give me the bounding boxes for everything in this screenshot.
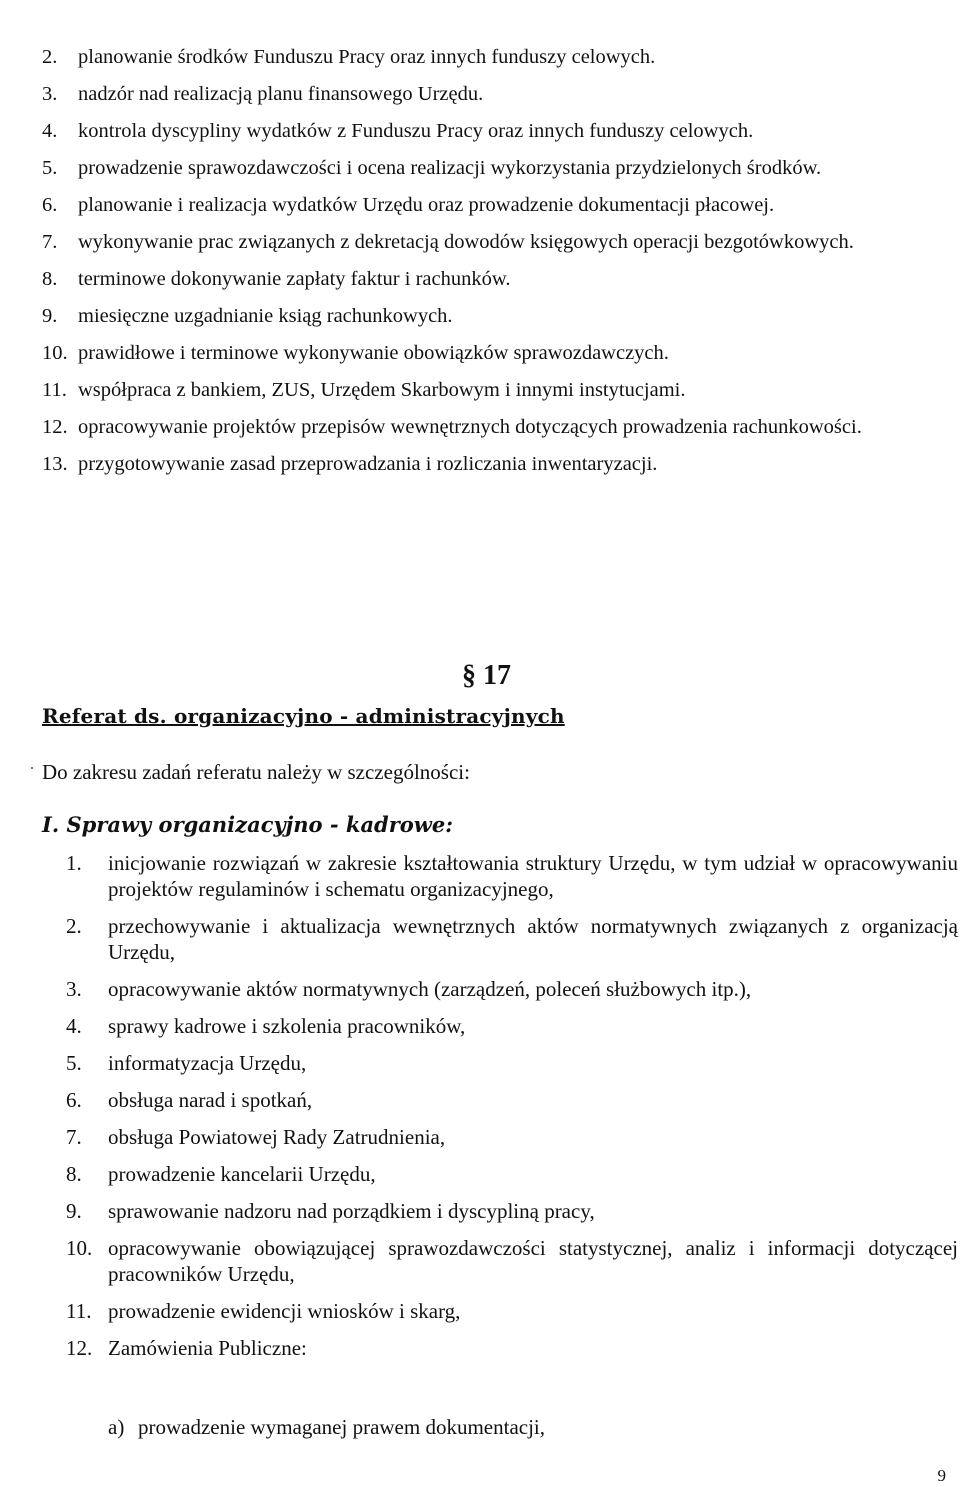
item-text: nadzór nad realizacją planu finansowego Urzędu.: [78, 83, 484, 105]
page-number: 9: [937, 1466, 946, 1485]
item-text: prowadzenie sprawozdawczości i ocena realizacji wykorzystania przydzielonych środków.: [78, 157, 822, 179]
item-text: sprawowanie nadzoru nad porządkiem i dyscypliną pracy,: [108, 1199, 595, 1223]
item-number: 9.: [42, 305, 58, 327]
item-text: prowadzenie kancelarii Urzędu,: [108, 1162, 376, 1186]
list-item: [66, 1013, 958, 1039]
item-text: planowanie środków Funduszu Pracy oraz innych funduszy celowych.: [78, 46, 656, 68]
list-item: [42, 192, 960, 218]
list-item: [42, 340, 960, 366]
item-text: prowadzenie wymaganej prawem dokumentacji,: [138, 1415, 546, 1439]
list-item: [66, 1161, 958, 1187]
item-text: inicjowanie rozwiązań w zakresie kształtowania struktury Urzędu, w tym udział w opracowywaniu projektów regulaminów i schematu organizacyjnego,: [108, 851, 958, 901]
list-item: [66, 1050, 958, 1076]
item-text: prowadzenie ewidencji wniosków i skarg,: [108, 1299, 461, 1323]
item-number: 12.: [66, 1336, 93, 1360]
item-number: 1.: [66, 851, 82, 875]
item-text: Zamówienia Publiczne:: [108, 1336, 307, 1360]
subsection-heading: I. Sprawy organizacyjno - kadrowe:: [42, 812, 453, 837]
list-item: [66, 850, 958, 902]
item-text: wykonywanie prac związanych z dekretacją dowodów księgowych operacji bezgotówkowych.: [78, 231, 854, 253]
sub-list-item: [108, 1415, 545, 1440]
list-item: [42, 266, 960, 292]
item-number: 6.: [42, 194, 58, 216]
list-item: [42, 303, 960, 329]
item-number: 8.: [42, 268, 58, 290]
item-text: przechowywanie i aktualizacja wewnętrznych aktów normatywnych związanych z organizacją Urzędu,: [108, 914, 958, 964]
section-number: § 17: [462, 660, 511, 691]
finance-task-list: [42, 44, 960, 488]
item-number: 11.: [66, 1299, 92, 1323]
item-number: 6.: [66, 1088, 82, 1112]
item-number: 4.: [66, 1014, 82, 1038]
item-number: 8.: [66, 1162, 82, 1186]
item-number: 12.: [42, 416, 68, 438]
list-item: [66, 1235, 958, 1287]
item-text: współpraca z bankiem, ZUS, Urzędem Skarbowym i innymi instytucjami.: [78, 379, 686, 401]
list-item: [42, 81, 960, 107]
item-number: 7.: [66, 1125, 82, 1149]
item-text: opracowywanie obowiązującej sprawozdawczości statystycznej, analiz i informacji dotyczącej pracowników Urzędu,: [108, 1236, 958, 1286]
item-text: przygotowywanie zasad przeprowadzania i rozliczania inwentaryzacji.: [78, 453, 658, 475]
list-item: [66, 1124, 958, 1150]
scan-speck: [31, 767, 33, 769]
list-item: [42, 377, 960, 403]
intro-text: Do zakresu zadań referatu należy w szczególności:: [42, 760, 470, 784]
item-number: 10.: [66, 1236, 93, 1260]
item-number: 5.: [42, 157, 58, 179]
item-text: miesięczne uzgadnianie ksiąg rachunkowych.: [78, 305, 453, 327]
item-number: 7.: [42, 231, 58, 253]
item-text: planowanie i realizacja wydatków Urzędu oraz prowadzenie dokumentacji płacowej.: [78, 194, 775, 216]
item-number: 2.: [66, 914, 82, 938]
list-item: [42, 155, 960, 181]
item-number: 3.: [42, 83, 58, 105]
item-number: 4.: [42, 120, 58, 142]
list-item: [66, 1087, 958, 1113]
item-text: obsługa Powiatowej Rady Zatrudnienia,: [108, 1125, 446, 1149]
item-text: opracowywanie aktów normatywnych (zarządzeń, poleceń służbowych itp.),: [108, 977, 752, 1001]
item-number: 2.: [42, 46, 58, 68]
list-item: [42, 44, 960, 70]
organizational-task-list: [66, 850, 958, 1372]
item-number: 3.: [66, 977, 82, 1001]
item-text: kontrola dyscypliny wydatków z Funduszu Pracy oraz innych funduszy celowych.: [78, 120, 754, 142]
list-item: [66, 1298, 958, 1324]
referat-title: Referat ds. organizacyjno - administracyjnych: [42, 704, 565, 728]
list-item: [66, 913, 958, 965]
item-number: 11.: [42, 379, 67, 401]
item-text: terminowe dokonywanie zapłaty faktur i rachunków.: [78, 268, 511, 290]
item-text: sprawy kadrowe i szkolenia pracowników,: [108, 1014, 466, 1038]
list-item: [66, 1198, 958, 1224]
item-number: 5.: [66, 1051, 82, 1075]
item-number: 13.: [42, 453, 68, 475]
item-text: obsługa narad i spotkań,: [108, 1088, 313, 1112]
item-text: opracowywanie projektów przepisów wewnętrznych dotyczących prowadzenia rachunkowości.: [78, 416, 862, 438]
list-item: [66, 976, 958, 1002]
item-letter: a): [108, 1415, 125, 1439]
item-text: prawidłowe i terminowe wykonywanie obowiązków sprawozdawczych.: [78, 342, 669, 364]
item-text: informatyzacja Urzędu,: [108, 1051, 307, 1075]
list-item: [42, 451, 960, 477]
list-item: [42, 414, 960, 440]
list-item: [66, 1335, 958, 1361]
list-item: [42, 118, 960, 144]
item-number: 10.: [42, 342, 68, 364]
list-item: [42, 229, 960, 255]
item-number: 9.: [66, 1199, 82, 1223]
